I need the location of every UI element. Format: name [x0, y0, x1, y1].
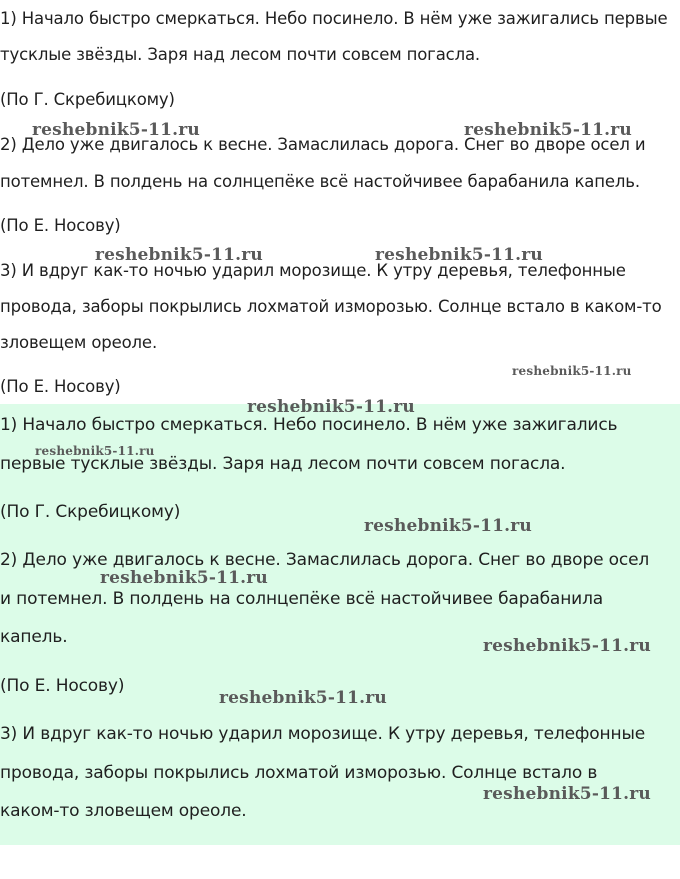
- green-paragraph-3-line-2: провода, заборы покрылись лохматой изморозью. Солнце встало в: [0, 763, 598, 783]
- paragraph-3-line-1: 3) И вдруг как-то ночью ударил морозище. К утру деревья, телефонные: [0, 261, 626, 280]
- green-paragraph-3-line-3: каком-то зловещем ореоле.: [0, 801, 247, 821]
- watermark: reshebnik5-11.ru: [247, 397, 415, 417]
- green-paragraph-1-line-1: 1) Начало быстро смеркаться. Небо посинело. В нём уже зажигались: [0, 415, 618, 435]
- watermark: reshebnik5-11.ru: [100, 568, 268, 588]
- green-paragraph-2-line-3: капель.: [0, 627, 68, 647]
- paragraph-2-author: (По Е. Носову): [0, 216, 121, 235]
- watermark: reshebnik5-11.ru: [375, 245, 543, 265]
- green-paragraph-2-line-1: 2) Дело уже двигалось к весне. Замаслилась дорога. Снег во дворе осел: [0, 550, 650, 570]
- paragraph-3-line-2: провода, заборы покрылись лохматой изморозью. Солнце встало в каком-то: [0, 297, 662, 316]
- watermark: reshebnik5-11.ru: [364, 516, 532, 536]
- green-paragraph-3-line-1: 3) И вдруг как-то ночью ударил морозище. К утру деревья, телефонные: [0, 724, 646, 744]
- paragraph-2-line-2: потемнел. В полдень на солнцепёке всё настойчивее барабанила капель.: [0, 172, 640, 191]
- paragraph-2-line-1: 2) Дело уже двигалось к весне. Замаслилась дорога. Снег во дворе осел и: [0, 135, 646, 154]
- watermark: reshebnik5-11.ru: [483, 636, 651, 656]
- watermark: reshebnik5-11.ru: [464, 120, 632, 140]
- green-paragraph-1-author: (По Г. Скребицкому): [0, 502, 181, 522]
- paragraph-1-author: (По Г. Скребицкому): [0, 90, 175, 109]
- watermark: reshebnik5-11.ru: [219, 688, 387, 708]
- paragraph-1-line-1: 1) Начало быстро смеркаться. Небо посинело. В нём уже зажигались первые: [0, 9, 668, 28]
- paragraph-3-line-3: зловещем ореоле.: [0, 333, 158, 352]
- paragraph-1-line-2: тусклые звёзды. Заря над лесом почти совсем погасла.: [0, 45, 481, 64]
- watermark: reshebnik5-11.ru: [95, 245, 263, 265]
- paragraph-3-author: (По Е. Носову): [0, 377, 121, 396]
- green-paragraph-2-author: (По Е. Носову): [0, 676, 125, 696]
- watermark: reshebnik5-11.ru: [32, 120, 200, 140]
- watermark: reshebnik5-11.ru: [483, 784, 651, 804]
- watermark: reshebnik5-11.ru: [35, 444, 155, 458]
- green-paragraph-2-line-2: и потемнел. В полдень на солнцепёке всё настойчивее барабанила: [0, 589, 604, 609]
- watermark: reshebnik5-11.ru: [512, 364, 632, 378]
- green-paragraph-1-line-2: первые тусклые звёзды. Заря над лесом почти совсем погасла.: [0, 454, 566, 474]
